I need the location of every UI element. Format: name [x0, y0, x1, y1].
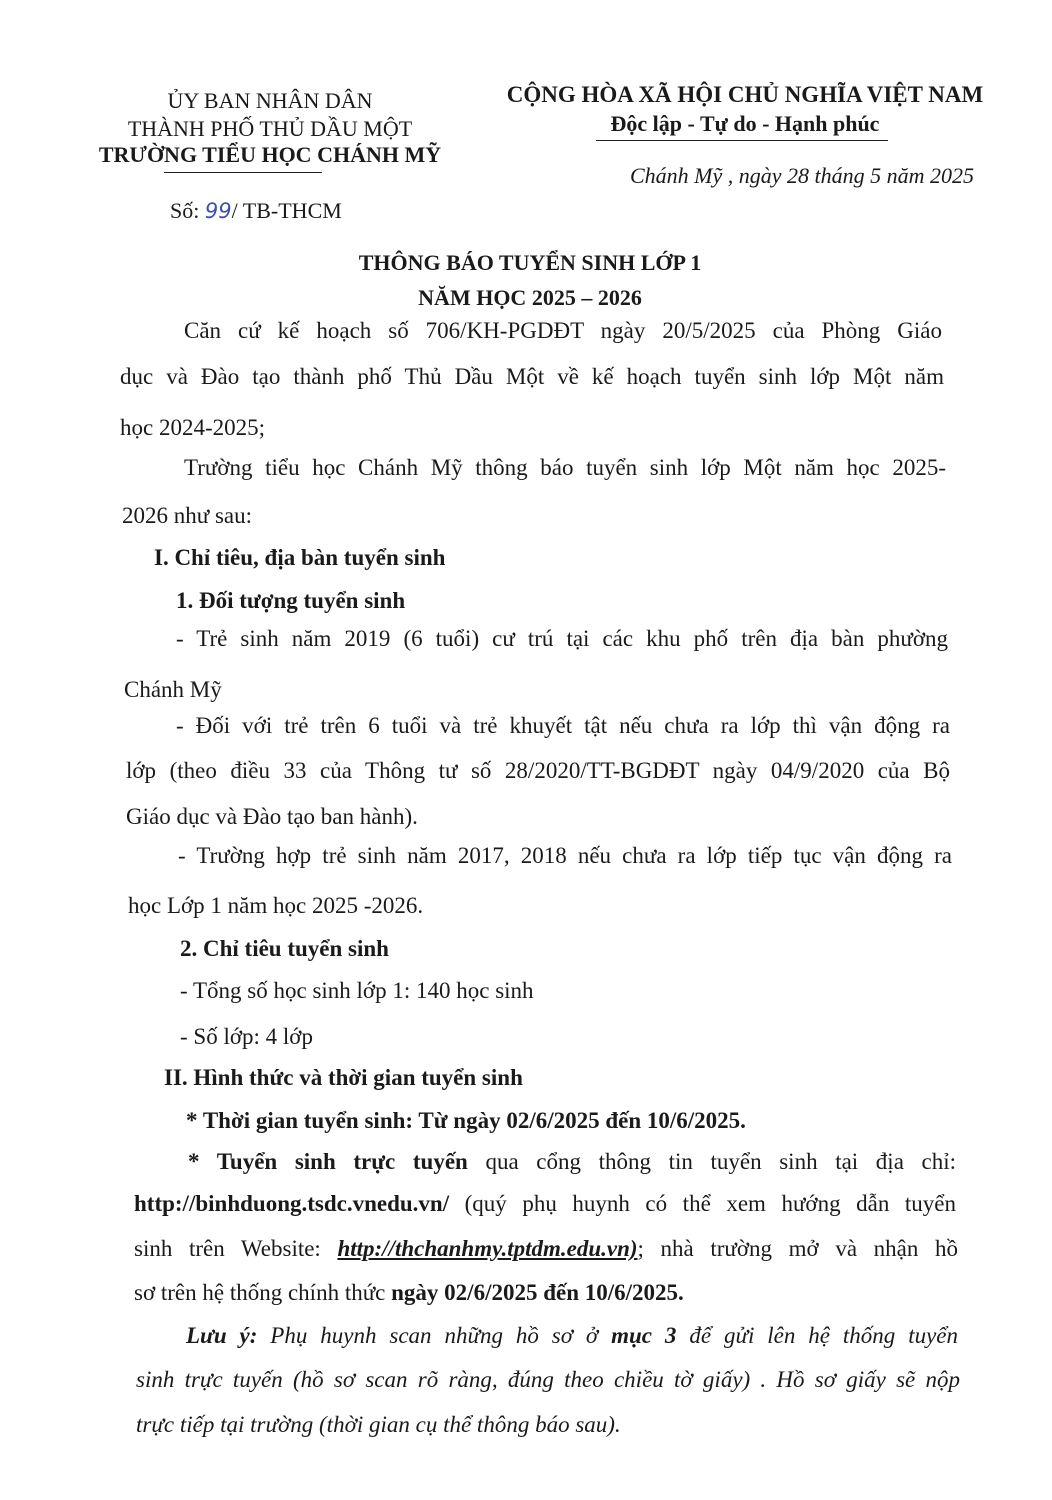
doc-number-prefix: Số: — [170, 198, 200, 223]
note-label: Lưu ý: — [186, 1323, 258, 1348]
para1-line1: Căn cứ kế hoạch số 706/KH-PGDĐT ngày 20/5/2025 của Phòng Giáo — [184, 318, 942, 343]
website-rest: ; nhà trường mở và nhận hồ — [637, 1236, 958, 1261]
online-line2 — [134, 1191, 956, 1217]
note-section-ref: mục 3 — [611, 1323, 677, 1348]
para2-line2: 2026 như sau: — [122, 503, 253, 528]
para1-line2: dục và Đào tạo thành phố Thủ Dầu Một về kế hoạch tuyển sinh lớp Một năm — [120, 364, 944, 389]
document-title: THÔNG BÁO TUYỂN SINH LỚP 1 — [358, 250, 702, 275]
agency-line-2: THÀNH PHỐ THỦ DẦU MỘT — [127, 116, 413, 141]
school-website-link[interactable]: http://thchanhmy.tptdm.edu.vn) — [337, 1236, 638, 1261]
note-line1 — [186, 1323, 958, 1349]
system-dates: ngày 02/6/2025 đến 10/6/2025. — [391, 1280, 684, 1305]
online-line4 — [134, 1280, 684, 1306]
doc-number-handwritten: 99 — [204, 199, 232, 223]
note-line2: sinh trực tuyến (hồ sơ scan rõ ràng, đúng theo chiều tờ giấy) . Hồ sơ giấy sẽ nộp — [136, 1367, 960, 1392]
bullet2-line3: Giáo dục và Đào tạo ban hành). — [126, 804, 418, 829]
note-text-c: để gửi lên hệ thống tuyển — [676, 1323, 959, 1348]
para1-line3: học 2024-2025; — [120, 415, 266, 440]
website-prefix: sinh trên Website: — [134, 1236, 338, 1261]
portal-url-note: (quý phụ huynh có thể xem hướng dẫn tuyển — [449, 1191, 956, 1216]
online-line1 — [188, 1149, 956, 1175]
bullet2-line1: - Đối với trẻ trên 6 tuổi và trẻ khuyết tật nếu chưa ra lớp thì vận động ra — [176, 713, 950, 738]
section-1-2-heading: 2. Chỉ tiêu tuyển sinh — [180, 936, 389, 961]
document-date: Chánh Mỹ , ngày 28 tháng 5 năm 2025 — [630, 163, 975, 188]
section-2-heading: II. Hình thức và thời gian tuyển sinh — [164, 1065, 523, 1090]
online-text: qua cổng thông tin tuyển sinh tại địa chỉ: — [467, 1149, 957, 1174]
quota-students: - Tổng số học sinh lớp 1: 140 học sinh — [180, 978, 534, 1003]
section-1-1-heading: 1. Đối tượng tuyển sinh — [176, 588, 406, 613]
online-line3 — [134, 1236, 958, 1262]
national-title: CỘNG HÒA XÃ HỘI CHỦ NGHĨA VIỆT NAM — [506, 82, 984, 107]
doc-number-suffix: / TB-THCM — [231, 198, 342, 223]
enrollment-time: * Thời gian tuyển sinh: Từ ngày 02/6/2025 đến 10/6/2025. — [186, 1108, 746, 1133]
system-prefix: sơ trên hệ thống chính thức — [134, 1280, 392, 1305]
school-name: TRƯỜNG TIỂU HỌC CHÁNH MỸ — [98, 142, 442, 167]
para2-line1: Trường tiểu học Chánh Mỹ thông báo tuyển sinh lớp Một năm học 2025- — [184, 455, 946, 480]
school-name-underline — [164, 172, 322, 173]
bullet3-line2: học Lớp 1 năm học 2025 -2026. — [128, 893, 424, 918]
online-label: * Tuyển sinh trực tuyến — [188, 1149, 468, 1174]
document-subtitle: NĂM HỌC 2025 – 2026 — [418, 285, 642, 310]
bullet3-line1: - Trường hợp trẻ sinh năm 2017, 2018 nếu chưa ra lớp tiếp tục vận động ra — [178, 843, 952, 868]
bullet1-line1: - Trẻ sinh năm 2019 (6 tuổi) cư trú tại các khu phố trên địa bàn phường — [176, 626, 948, 651]
document-number — [170, 198, 342, 224]
agency-line-1: ỦY BAN NHÂN DÂN — [167, 88, 373, 113]
note-line3: trực tiếp tại trường (thời gian cụ thể thông báo sau). — [136, 1412, 621, 1437]
portal-url[interactable]: http://binhduong.tsdc.vnedu.vn/ — [134, 1191, 450, 1216]
quota-classes: - Số lớp: 4 lớp — [180, 1024, 313, 1049]
note-text-a: Phụ huynh scan những hồ sơ ở — [257, 1323, 612, 1348]
section-1-heading: I. Chỉ tiêu, địa bàn tuyển sinh — [154, 545, 446, 570]
bullet1-line2: Chánh Mỹ — [124, 677, 222, 702]
national-motto: Độc lập - Tự do - Hạnh phúc — [610, 111, 880, 136]
motto-underline — [596, 140, 888, 141]
bullet2-line2: lớp (theo điều 33 của Thông tư số 28/2020/TT-BGDĐT ngày 04/9/2020 của Bộ — [126, 758, 950, 783]
